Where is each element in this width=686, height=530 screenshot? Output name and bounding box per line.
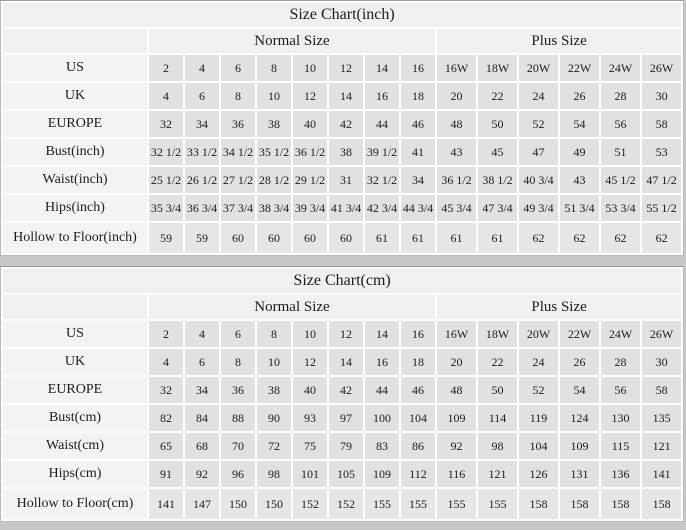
value-cell: 16W bbox=[437, 321, 476, 347]
value-cell: 12 bbox=[329, 55, 363, 81]
table-row bbox=[3, 461, 681, 487]
value-cell: 124 bbox=[560, 405, 599, 431]
value-cell: 32 1/2 bbox=[149, 139, 183, 165]
value-cell: 135 bbox=[642, 405, 681, 431]
value-cell: 91 bbox=[149, 461, 183, 487]
value-cell: 150 bbox=[257, 489, 291, 519]
value-cell: 97 bbox=[329, 405, 363, 431]
column-group-header: Plus Size bbox=[437, 29, 681, 53]
value-cell: 54 bbox=[560, 377, 599, 403]
value-cell: 36 1/2 bbox=[293, 139, 327, 165]
value-cell: 42 bbox=[329, 377, 363, 403]
value-cell: 10 bbox=[257, 349, 291, 375]
value-cell: 152 bbox=[329, 489, 363, 519]
value-cell: 45 bbox=[478, 139, 517, 165]
value-cell: 47 3/4 bbox=[478, 195, 517, 221]
value-cell: 41 bbox=[401, 139, 435, 165]
table-row bbox=[3, 195, 681, 221]
value-cell: 12 bbox=[293, 83, 327, 109]
value-cell: 92 bbox=[185, 461, 219, 487]
value-cell: 53 3/4 bbox=[601, 195, 640, 221]
value-cell: 40 bbox=[293, 377, 327, 403]
value-cell: 16 bbox=[401, 321, 435, 347]
value-cell: 44 3/4 bbox=[401, 195, 435, 221]
value-cell: 58 bbox=[642, 111, 681, 137]
value-cell: 98 bbox=[257, 461, 291, 487]
row-label: UK bbox=[3, 349, 147, 375]
value-cell: 136 bbox=[601, 461, 640, 487]
value-cell: 38 bbox=[329, 139, 363, 165]
value-cell: 38 bbox=[257, 111, 291, 137]
value-cell: 24 bbox=[519, 83, 558, 109]
value-cell: 114 bbox=[478, 405, 517, 431]
value-cell: 50 bbox=[478, 111, 517, 137]
table-row bbox=[3, 433, 681, 459]
value-cell: 12 bbox=[293, 349, 327, 375]
value-cell: 48 bbox=[437, 111, 476, 137]
value-cell: 26 bbox=[560, 349, 599, 375]
value-cell: 29 1/2 bbox=[293, 167, 327, 193]
value-cell: 59 bbox=[185, 223, 219, 253]
value-cell: 158 bbox=[601, 489, 640, 519]
value-cell: 158 bbox=[642, 489, 681, 519]
value-cell: 41 3/4 bbox=[329, 195, 363, 221]
row-label: UK bbox=[3, 83, 147, 109]
value-cell: 2 bbox=[149, 55, 183, 81]
value-cell: 40 bbox=[293, 111, 327, 137]
value-cell: 105 bbox=[329, 461, 363, 487]
value-cell: 24W bbox=[601, 321, 640, 347]
value-cell: 20W bbox=[519, 321, 558, 347]
value-cell: 2 bbox=[149, 321, 183, 347]
table-gap bbox=[0, 256, 686, 266]
value-cell: 112 bbox=[401, 461, 435, 487]
value-cell: 35 3/4 bbox=[149, 195, 183, 221]
value-cell: 52 bbox=[519, 111, 558, 137]
value-cell: 10 bbox=[293, 55, 327, 81]
value-cell: 58 bbox=[642, 377, 681, 403]
value-cell: 18 bbox=[401, 349, 435, 375]
value-cell: 42 bbox=[329, 111, 363, 137]
value-cell: 82 bbox=[149, 405, 183, 431]
value-cell: 8 bbox=[257, 55, 291, 81]
value-cell: 45 3/4 bbox=[437, 195, 476, 221]
row-label: Bust(inch) bbox=[3, 139, 147, 165]
row-label: US bbox=[3, 321, 147, 347]
value-cell: 4 bbox=[149, 349, 183, 375]
value-cell: 44 bbox=[365, 111, 399, 137]
value-cell: 93 bbox=[293, 405, 327, 431]
value-cell: 45 1/2 bbox=[601, 167, 640, 193]
value-cell: 47 bbox=[519, 139, 558, 165]
value-cell: 20 bbox=[437, 349, 476, 375]
column-group-header: Normal Size bbox=[149, 295, 435, 319]
value-cell: 155 bbox=[401, 489, 435, 519]
row-label: Waist(cm) bbox=[3, 433, 147, 459]
value-cell: 8 bbox=[221, 349, 255, 375]
value-cell: 60 bbox=[293, 223, 327, 253]
value-cell: 25 1/2 bbox=[149, 167, 183, 193]
size-chart-table-cm bbox=[0, 266, 684, 522]
value-cell: 83 bbox=[365, 433, 399, 459]
value-cell: 8 bbox=[221, 83, 255, 109]
value-cell: 43 bbox=[437, 139, 476, 165]
value-cell: 62 bbox=[519, 223, 558, 253]
value-cell: 53 bbox=[642, 139, 681, 165]
value-cell: 43 bbox=[560, 167, 599, 193]
value-cell: 36 bbox=[221, 377, 255, 403]
value-cell: 38 bbox=[257, 377, 291, 403]
value-cell: 44 bbox=[365, 377, 399, 403]
value-cell: 22 bbox=[478, 83, 517, 109]
value-cell: 116 bbox=[437, 461, 476, 487]
value-cell: 62 bbox=[601, 223, 640, 253]
value-cell: 54 bbox=[560, 111, 599, 137]
value-cell: 131 bbox=[560, 461, 599, 487]
value-cell: 34 1/2 bbox=[221, 139, 255, 165]
value-cell: 35 1/2 bbox=[257, 139, 291, 165]
row-label: EUROPE bbox=[3, 111, 147, 137]
value-cell: 121 bbox=[642, 433, 681, 459]
table-title: Size Chart(inch) bbox=[3, 3, 681, 27]
value-cell: 155 bbox=[437, 489, 476, 519]
value-cell: 147 bbox=[185, 489, 219, 519]
value-cell: 14 bbox=[365, 321, 399, 347]
value-cell: 49 3/4 bbox=[519, 195, 558, 221]
value-cell: 27 1/2 bbox=[221, 167, 255, 193]
value-cell: 26 bbox=[560, 83, 599, 109]
value-cell: 18W bbox=[478, 321, 517, 347]
table-row bbox=[3, 489, 681, 519]
value-cell: 79 bbox=[329, 433, 363, 459]
value-cell: 12 bbox=[329, 321, 363, 347]
value-cell: 60 bbox=[329, 223, 363, 253]
value-cell: 86 bbox=[401, 433, 435, 459]
value-cell: 18 bbox=[401, 83, 435, 109]
value-cell: 22 bbox=[478, 349, 517, 375]
value-cell: 61 bbox=[437, 223, 476, 253]
value-cell: 59 bbox=[149, 223, 183, 253]
value-cell: 14 bbox=[329, 349, 363, 375]
value-cell: 6 bbox=[221, 55, 255, 81]
table-row bbox=[3, 167, 681, 193]
table-row bbox=[3, 111, 681, 137]
value-cell: 90 bbox=[257, 405, 291, 431]
value-cell: 26 1/2 bbox=[185, 167, 219, 193]
value-cell: 16 bbox=[401, 55, 435, 81]
value-cell: 56 bbox=[601, 111, 640, 137]
value-cell: 104 bbox=[519, 433, 558, 459]
row-label: Hollow to Floor(inch) bbox=[3, 223, 147, 253]
value-cell: 22W bbox=[560, 55, 599, 81]
value-cell: 51 bbox=[601, 139, 640, 165]
value-cell: 40 3/4 bbox=[519, 167, 558, 193]
value-cell: 65 bbox=[149, 433, 183, 459]
value-cell: 62 bbox=[642, 223, 681, 253]
value-cell: 46 bbox=[401, 377, 435, 403]
value-cell: 42 3/4 bbox=[365, 195, 399, 221]
value-cell: 28 bbox=[601, 83, 640, 109]
corner-spacer bbox=[3, 29, 147, 53]
value-cell: 22W bbox=[560, 321, 599, 347]
value-cell: 119 bbox=[519, 405, 558, 431]
value-cell: 24W bbox=[601, 55, 640, 81]
value-cell: 8 bbox=[257, 321, 291, 347]
value-cell: 4 bbox=[149, 83, 183, 109]
value-cell: 158 bbox=[519, 489, 558, 519]
row-label: US bbox=[3, 55, 147, 81]
value-cell: 62 bbox=[560, 223, 599, 253]
value-cell: 31 bbox=[329, 167, 363, 193]
value-cell: 28 bbox=[601, 349, 640, 375]
value-cell: 6 bbox=[185, 83, 219, 109]
value-cell: 14 bbox=[365, 55, 399, 81]
value-cell: 24 bbox=[519, 349, 558, 375]
value-cell: 152 bbox=[293, 489, 327, 519]
value-cell: 26W bbox=[642, 55, 681, 81]
value-cell: 155 bbox=[478, 489, 517, 519]
row-label: Hollow to Floor(cm) bbox=[3, 489, 147, 519]
value-cell: 20 bbox=[437, 83, 476, 109]
value-cell: 50 bbox=[478, 377, 517, 403]
value-cell: 141 bbox=[149, 489, 183, 519]
corner-spacer bbox=[3, 295, 147, 319]
value-cell: 38 3/4 bbox=[257, 195, 291, 221]
value-cell: 126 bbox=[519, 461, 558, 487]
value-cell: 37 3/4 bbox=[221, 195, 255, 221]
value-cell: 61 bbox=[478, 223, 517, 253]
value-cell: 16 bbox=[365, 83, 399, 109]
size-chart-table-inch bbox=[0, 0, 684, 256]
table-row bbox=[3, 349, 681, 375]
value-cell: 34 bbox=[185, 377, 219, 403]
value-cell: 34 bbox=[401, 167, 435, 193]
value-cell: 115 bbox=[601, 433, 640, 459]
value-cell: 4 bbox=[185, 321, 219, 347]
value-cell: 150 bbox=[221, 489, 255, 519]
value-cell: 20W bbox=[519, 55, 558, 81]
row-label: EUROPE bbox=[3, 377, 147, 403]
value-cell: 130 bbox=[601, 405, 640, 431]
value-cell: 96 bbox=[221, 461, 255, 487]
value-cell: 84 bbox=[185, 405, 219, 431]
table-row bbox=[3, 321, 681, 347]
value-cell: 30 bbox=[642, 349, 681, 375]
value-cell: 101 bbox=[293, 461, 327, 487]
value-cell: 100 bbox=[365, 405, 399, 431]
value-cell: 33 1/2 bbox=[185, 139, 219, 165]
value-cell: 32 1/2 bbox=[365, 167, 399, 193]
table-row bbox=[3, 405, 681, 431]
row-label: Hips(inch) bbox=[3, 195, 147, 221]
row-label: Waist(inch) bbox=[3, 167, 147, 193]
row-label: Hips(cm) bbox=[3, 461, 147, 487]
value-cell: 75 bbox=[293, 433, 327, 459]
value-cell: 10 bbox=[293, 321, 327, 347]
value-cell: 32 bbox=[149, 111, 183, 137]
value-cell: 30 bbox=[642, 83, 681, 109]
value-cell: 16 bbox=[365, 349, 399, 375]
value-cell: 46 bbox=[401, 111, 435, 137]
value-cell: 36 3/4 bbox=[185, 195, 219, 221]
value-cell: 88 bbox=[221, 405, 255, 431]
value-cell: 109 bbox=[560, 433, 599, 459]
value-cell: 70 bbox=[221, 433, 255, 459]
value-cell: 158 bbox=[560, 489, 599, 519]
value-cell: 72 bbox=[257, 433, 291, 459]
value-cell: 109 bbox=[365, 461, 399, 487]
table-row bbox=[3, 55, 681, 81]
value-cell: 98 bbox=[478, 433, 517, 459]
value-cell: 36 1/2 bbox=[437, 167, 476, 193]
table-row bbox=[3, 83, 681, 109]
value-cell: 60 bbox=[221, 223, 255, 253]
value-cell: 109 bbox=[437, 405, 476, 431]
value-cell: 38 1/2 bbox=[478, 167, 517, 193]
value-cell: 36 bbox=[221, 111, 255, 137]
row-label: Bust(cm) bbox=[3, 405, 147, 431]
value-cell: 10 bbox=[257, 83, 291, 109]
value-cell: 49 bbox=[560, 139, 599, 165]
value-cell: 47 1/2 bbox=[642, 167, 681, 193]
value-cell: 32 bbox=[149, 377, 183, 403]
value-cell: 121 bbox=[478, 461, 517, 487]
value-cell: 14 bbox=[329, 83, 363, 109]
value-cell: 28 1/2 bbox=[257, 167, 291, 193]
table-row bbox=[3, 377, 681, 403]
value-cell: 155 bbox=[365, 489, 399, 519]
value-cell: 4 bbox=[185, 55, 219, 81]
value-cell: 104 bbox=[401, 405, 435, 431]
value-cell: 61 bbox=[401, 223, 435, 253]
value-cell: 6 bbox=[221, 321, 255, 347]
value-cell: 51 3/4 bbox=[560, 195, 599, 221]
column-group-header: Normal Size bbox=[149, 29, 435, 53]
value-cell: 92 bbox=[437, 433, 476, 459]
value-cell: 56 bbox=[601, 377, 640, 403]
value-cell: 60 bbox=[257, 223, 291, 253]
value-cell: 26W bbox=[642, 321, 681, 347]
value-cell: 16W bbox=[437, 55, 476, 81]
value-cell: 48 bbox=[437, 377, 476, 403]
value-cell: 141 bbox=[642, 461, 681, 487]
column-group-header: Plus Size bbox=[437, 295, 681, 319]
table-title: Size Chart(cm) bbox=[3, 269, 681, 293]
value-cell: 34 bbox=[185, 111, 219, 137]
value-cell: 55 1/2 bbox=[642, 195, 681, 221]
value-cell: 18W bbox=[478, 55, 517, 81]
value-cell: 39 3/4 bbox=[293, 195, 327, 221]
value-cell: 68 bbox=[185, 433, 219, 459]
table-row bbox=[3, 223, 681, 253]
value-cell: 6 bbox=[185, 349, 219, 375]
value-cell: 52 bbox=[519, 377, 558, 403]
value-cell: 39 1/2 bbox=[365, 139, 399, 165]
value-cell: 61 bbox=[365, 223, 399, 253]
table-row bbox=[3, 139, 681, 165]
